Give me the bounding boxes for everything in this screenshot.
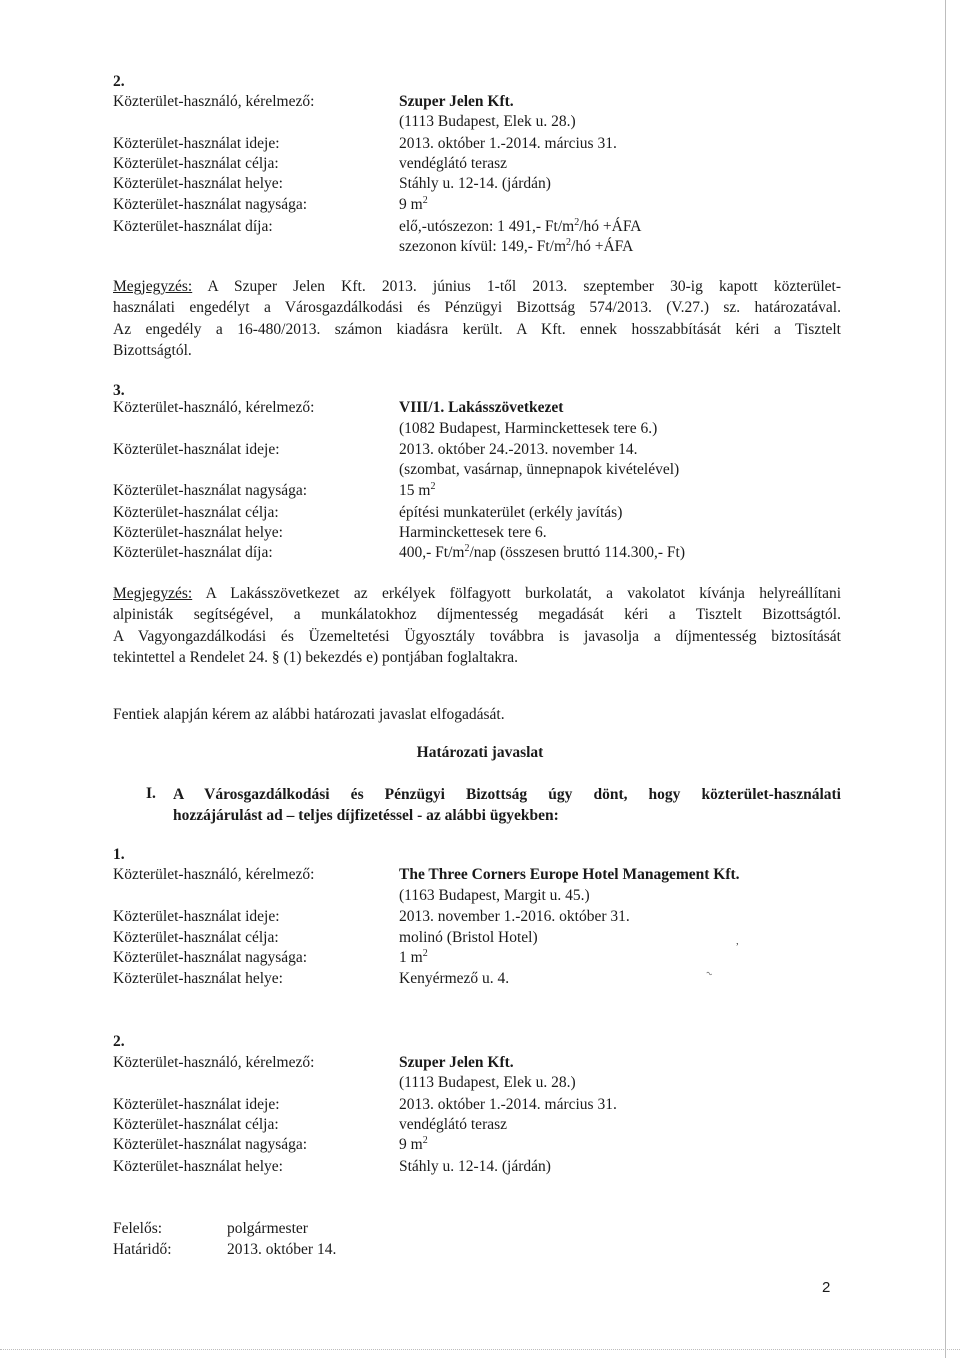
note-line: alpinisták segítségével, a munkálatokhoz díjmentesség megadását kéri a Tisztelt Bizottságtól. bbox=[113, 606, 841, 624]
applicant-row bbox=[113, 92, 853, 112]
field-label: Közterület-használat célja: bbox=[113, 504, 279, 521]
field-label: Közterület-használat ideje: bbox=[113, 441, 280, 458]
field-label: Közterület-használat nagysága: bbox=[113, 949, 308, 966]
note-paragraph bbox=[113, 583, 841, 669]
page-number: 2 bbox=[822, 1279, 831, 1296]
item-number: 2. bbox=[113, 1033, 125, 1050]
note-line: tekintettel a Rendelet 24. § (1) bekezdés e) pontjában foglaltakra. bbox=[113, 649, 518, 667]
field-label: Közterület-használó, kérelmező: bbox=[113, 93, 315, 110]
note-line: Az engedély a 16-480/2013. számon kiadásra került. A Kft. ennek hosszabbítását kéri a Tisztelt bbox=[113, 320, 841, 338]
size-value: 15 m bbox=[399, 482, 431, 499]
field-value: Kenyérmező u. 4. bbox=[399, 970, 510, 987]
note-label: Megjegyzés: bbox=[113, 585, 193, 602]
note-label: Megjegyzés: bbox=[113, 278, 193, 295]
scan-mark: ~ bbox=[703, 967, 715, 981]
scan-edge bbox=[945, 0, 946, 1358]
note-line: használati engedélyt a Városgazdálkodási és Pénzügyi Bizottság 574/2013. (V.27.) sz. határozatával. bbox=[113, 299, 841, 317]
deadline-value: 2013. október 14. bbox=[227, 1241, 337, 1258]
duration-row bbox=[113, 440, 853, 460]
field-value bbox=[399, 217, 642, 237]
note-line: Bizottságtól. bbox=[113, 342, 192, 360]
field-label: Közterület-használat célja: bbox=[113, 1116, 279, 1133]
location-row bbox=[113, 1157, 853, 1177]
duration-row bbox=[113, 907, 853, 927]
size-row bbox=[113, 195, 853, 215]
section-number: 3. bbox=[113, 382, 125, 399]
field-label: Közterület-használat nagysága: bbox=[113, 482, 308, 499]
field-label: Közterület-használó, kérelmező: bbox=[113, 399, 315, 416]
responsible-value: polgármester bbox=[227, 1220, 308, 1237]
fee-row-2 bbox=[113, 237, 853, 257]
resolution-line: hozzájárulást ad – teljes díjfizetéssel - az alábbi ügyekben: bbox=[173, 807, 559, 824]
item-number: 1. bbox=[113, 846, 125, 863]
field-label: Közterület-használat célja: bbox=[113, 929, 279, 946]
field-value: Stáhly u. 12-14. (járdán) bbox=[399, 175, 551, 192]
applicant-address: (1113 Budapest, Elek u. 28.) bbox=[399, 1074, 576, 1091]
location-row bbox=[113, 523, 853, 543]
field-value: vendéglátó terasz bbox=[399, 1116, 508, 1133]
field-value: (szombat, vasárnap, ünnepnapok kivételével) bbox=[399, 461, 680, 478]
note-paragraph bbox=[113, 276, 841, 362]
field-label: Közterület-használat nagysága: bbox=[113, 196, 308, 213]
superscript: 2 bbox=[574, 217, 580, 228]
scan-mark: , bbox=[736, 935, 739, 947]
field-label: Közterület-használat helye: bbox=[113, 970, 283, 987]
resolution-title: Határozati javaslat bbox=[416, 744, 544, 761]
size-value: 1 m bbox=[399, 949, 423, 966]
size-value: 9 m bbox=[399, 1136, 423, 1153]
size-row bbox=[113, 948, 853, 968]
purpose-row bbox=[113, 1115, 853, 1135]
duration-note-row bbox=[113, 460, 853, 480]
resolution-line: A Városgazdálkodási és Pénzügyi Bizottság úgy dönt, hogy közterület-használati bbox=[173, 786, 841, 803]
purpose-row bbox=[113, 154, 853, 174]
note-line: A Vagyongazdálkodási és Üzemeltetési Ügyosztály továbbra is javasolja a díjmentesség biztosítását bbox=[113, 627, 841, 645]
applicant-name: VIII/1. Lakásszövetkezet bbox=[399, 399, 564, 416]
duration-row bbox=[113, 1095, 853, 1115]
section-number: 2. bbox=[113, 73, 125, 90]
field-label: Közterület-használat ideje: bbox=[113, 135, 280, 152]
superscript: 2 bbox=[430, 481, 436, 492]
address-row bbox=[113, 1073, 853, 1093]
fee-row bbox=[113, 217, 853, 237]
applicant-address: (1082 Budapest, Harminckettesek tere 6.) bbox=[399, 420, 658, 437]
purpose-row bbox=[113, 503, 853, 523]
address-row bbox=[113, 419, 853, 439]
note-line bbox=[113, 276, 841, 297]
field-value bbox=[399, 195, 428, 215]
field-value: 2013. október 1.-2014. március 31. bbox=[399, 135, 617, 152]
fee-part: /hó +ÁFA bbox=[571, 238, 634, 255]
applicant-row bbox=[113, 398, 853, 418]
applicant-name: Szuper Jelen Kft. bbox=[399, 1054, 514, 1071]
fee-part: /nap (összesen bruttó 114.300,- Ft) bbox=[469, 544, 685, 561]
field-label: Közterület-használat ideje: bbox=[113, 1096, 280, 1113]
address-row bbox=[113, 112, 853, 132]
field-value: építési munkaterület (erkély javítás) bbox=[399, 504, 623, 521]
note-line bbox=[113, 583, 841, 604]
note-text: A Szuper Jelen Kft. 2013. június 1-től 2013. szeptember 30-ig kapott közterület- bbox=[192, 278, 841, 295]
duration-row bbox=[113, 134, 853, 154]
location-row bbox=[113, 969, 853, 989]
field-label: Közterület-használat célja: bbox=[113, 155, 279, 172]
fee-part: 400,- Ft/m bbox=[399, 544, 465, 561]
applicant-name: The Three Corners Europe Hotel Management Kft. bbox=[399, 866, 740, 883]
deadline-label: Határidő: bbox=[113, 1241, 172, 1258]
field-label: Közterület-használat ideje: bbox=[113, 908, 280, 925]
superscript: 2 bbox=[422, 948, 428, 959]
field-value bbox=[399, 1135, 428, 1155]
size-value: 9 m bbox=[399, 196, 423, 213]
superscript: 2 bbox=[464, 543, 470, 554]
field-label: Közterület-használó, kérelmező: bbox=[113, 866, 315, 883]
field-value bbox=[399, 481, 435, 501]
applicant-row bbox=[113, 865, 853, 885]
superscript: 2 bbox=[422, 1135, 428, 1146]
address-row bbox=[113, 886, 853, 906]
note-text: A Lakásszövetkezet az erkélyek fölfagyott burkolatát, a vakolatot kívánja helyreállítani bbox=[192, 585, 841, 602]
field-label: Közterület-használat díja: bbox=[113, 218, 273, 235]
applicant-address: (1113 Budapest, Elek u. 28.) bbox=[399, 113, 576, 130]
field-value: Harminckettesek tere 6. bbox=[399, 524, 547, 541]
fee-row bbox=[113, 543, 853, 563]
purpose-row bbox=[113, 928, 853, 948]
scan-edge bbox=[0, 1349, 960, 1350]
resolution-text bbox=[173, 784, 841, 826]
field-value: molinó (Bristol Hotel) bbox=[399, 929, 538, 946]
field-value: vendéglátó terasz bbox=[399, 155, 508, 172]
field-label: Közterület-használó, kérelmező: bbox=[113, 1054, 315, 1071]
field-value: 2013. október 1.-2014. március 31. bbox=[399, 1096, 617, 1113]
superscript: 2 bbox=[566, 237, 572, 248]
applicant-row bbox=[113, 1053, 853, 1073]
field-label: Közterület-használat díja: bbox=[113, 544, 273, 561]
fee-part: elő,-utószezon: 1 491,- Ft/m bbox=[399, 218, 575, 235]
resolution-roman: I. bbox=[146, 785, 156, 802]
field-value bbox=[399, 948, 428, 968]
field-value: Stáhly u. 12-14. (járdán) bbox=[399, 1158, 551, 1175]
field-value: 2013. november 1.-2016. október 31. bbox=[399, 908, 630, 925]
field-label: Közterület-használat helye: bbox=[113, 175, 283, 192]
request-text: Fentiek alapján kérem az alábbi határozati javaslat elfogadását. bbox=[113, 706, 505, 723]
applicant-name: Szuper Jelen Kft. bbox=[399, 93, 514, 110]
field-label: Közterület-használat helye: bbox=[113, 1158, 283, 1175]
field-label: Közterület-használat helye: bbox=[113, 524, 283, 541]
location-row bbox=[113, 174, 853, 194]
field-value bbox=[399, 543, 685, 563]
field-label: Közterület-használat nagysága: bbox=[113, 1136, 308, 1153]
fee-part: /hó +ÁFA bbox=[579, 218, 642, 235]
responsible-label: Felelős: bbox=[113, 1220, 163, 1237]
field-value: 2013. október 24.-2013. november 14. bbox=[399, 441, 638, 458]
size-row bbox=[113, 1135, 853, 1155]
fee-part: szezonon kívül: 149,- Ft/m bbox=[399, 238, 567, 255]
size-row bbox=[113, 481, 853, 501]
field-value bbox=[399, 237, 633, 257]
applicant-address: (1163 Budapest, Margit u. 45.) bbox=[399, 887, 590, 904]
superscript: 2 bbox=[422, 195, 428, 206]
